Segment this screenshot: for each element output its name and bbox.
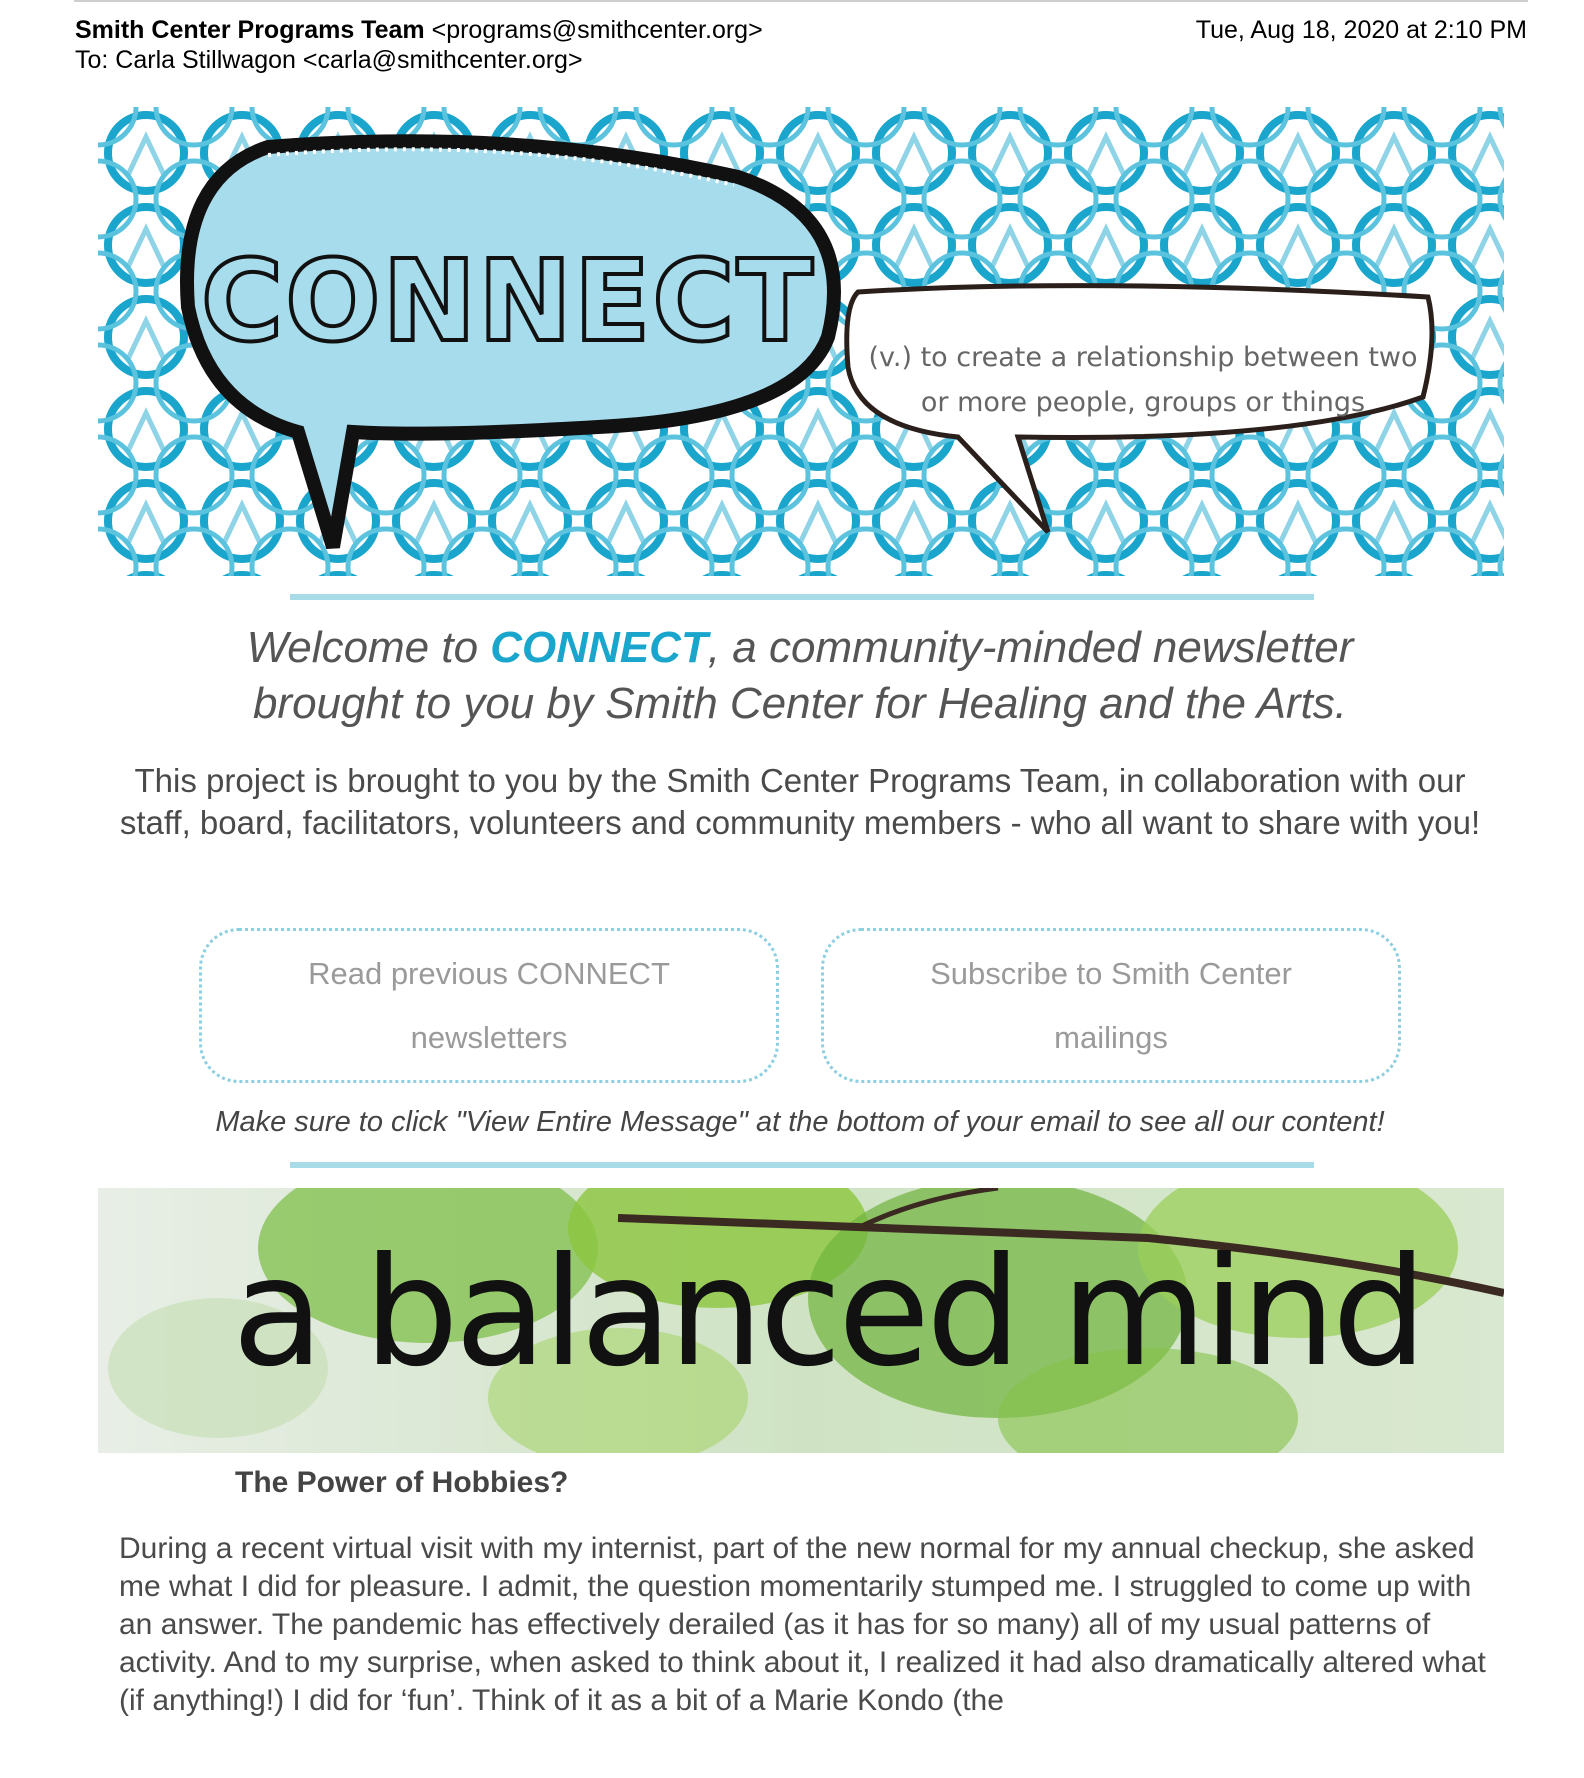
article-title: The Power of Hobbies? [235,1466,569,1499]
welcome-connect-highlight: CONNECT [490,623,708,672]
article-body: During a recent virtual visit with my internist, part of the new normal for my annual checkup, she asked me what I did for pleasure. I admit, the question momentarily stumped me. I struggled to come up with an answer. The pandemic has effectively derailed (as it has for so many) all of my usual patterns of activity. And to my surprise, when asked to think about it, I realized it had also dramatically altered what (if anything!) I did for ‘fun’. Think of it as a bit of a Marie Kondo (the [119,1532,1486,1717]
from-line [75,16,763,45]
read-previous-newsletters-button[interactable] [199,928,779,1083]
subscribe-label: Subscribe to Smith Center mailings [930,955,1292,1055]
sender-name[interactable]: Smith Center Programs Team [75,16,425,44]
email-header [0,0,1584,80]
welcome-heading [100,620,1500,732]
welcome-line-2: brought to you by Smith Center for Healing and the Arts. [252,679,1348,728]
connect-headline: CONNECT [201,237,815,367]
welcome-line-1 [100,620,1500,676]
read-previous-label: Read previous CONNECT newsletters [308,955,670,1055]
section-divider [290,594,1314,600]
balanced-mind-banner [98,1188,1504,1453]
email-date: Tue, Aug 18, 2020 at 2:10 PM [1195,16,1527,44]
sender-address[interactable]: <programs@smithcenter.org> [431,16,763,44]
view-entire-message-note: Make sure to click "View Entire Message" at the bottom of your email to see all our content! [215,1106,1385,1138]
subscribe-button[interactable] [821,928,1401,1083]
banner-pattern [98,107,1504,576]
connect-banner [98,107,1504,576]
section-divider [290,1162,1314,1168]
intro-paragraph: This project is brought to you by the Smith Center Programs Team, in collaboration with our staff, board, facilitators, volunteers and community members - who all want to share with you! [119,762,1481,841]
header-divider [74,0,1528,2]
welcome-prefix: Welcome to [246,623,491,672]
definition-line-1: (v.) to create a relationship between two [868,342,1418,373]
balanced-mind-title: a balanced mind [232,1226,1424,1400]
to-line: To: Carla Stillwagon <carla@smithcenter.org> [75,46,583,74]
definition-line-2: or more people, groups or things [920,387,1366,418]
welcome-suffix: , a community-minded newsletter [707,623,1354,672]
